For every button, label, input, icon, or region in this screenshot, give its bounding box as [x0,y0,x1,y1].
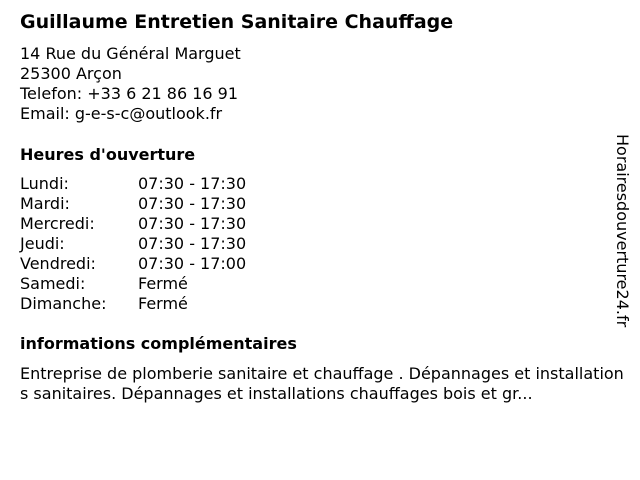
business-name: Guillaume Entretien Sanitaire Chauffage [20,11,454,33]
time-value: 07:30 - 17:30 [138,234,247,253]
hours-heading: Heures d'ouverture [20,145,196,164]
time-value: 07:30 - 17:30 [138,214,247,233]
day-label: Mardi: [20,194,70,213]
day-label: Samedi: [20,274,86,293]
day-label: Mercredi: [20,214,95,233]
time-value: 07:30 - 17:30 [138,174,247,193]
contact-block [20,44,241,124]
time-value: 07:30 - 17:00 [138,254,247,273]
day-label: Dimanche: [20,294,107,313]
time-value: Fermé [138,294,188,313]
site-watermark [610,134,634,344]
street-address: 14 Rue du Général Marguet [20,44,241,63]
city-address: 25300 Arçon [20,64,122,83]
day-label: Lundi: [20,174,69,193]
watermark-text: Horairesdouverture24.fr [613,134,632,328]
day-label: Jeudi: [20,234,65,253]
phone-number: Telefon: +33 6 21 86 16 91 [20,84,239,103]
info-heading: informations complémentaires [20,334,297,353]
info-description: Entreprise de plomberie sanitaire et chauffage . Dépannages et installations sanitaires. Dépannages et installations chauffages bois et gr... [20,364,624,403]
email-address: Email: g-e-s-c@outlook.fr [20,104,223,123]
time-value: 07:30 - 17:30 [138,194,247,213]
time-value: Fermé [138,274,188,293]
day-label: Vendredi: [20,254,96,273]
